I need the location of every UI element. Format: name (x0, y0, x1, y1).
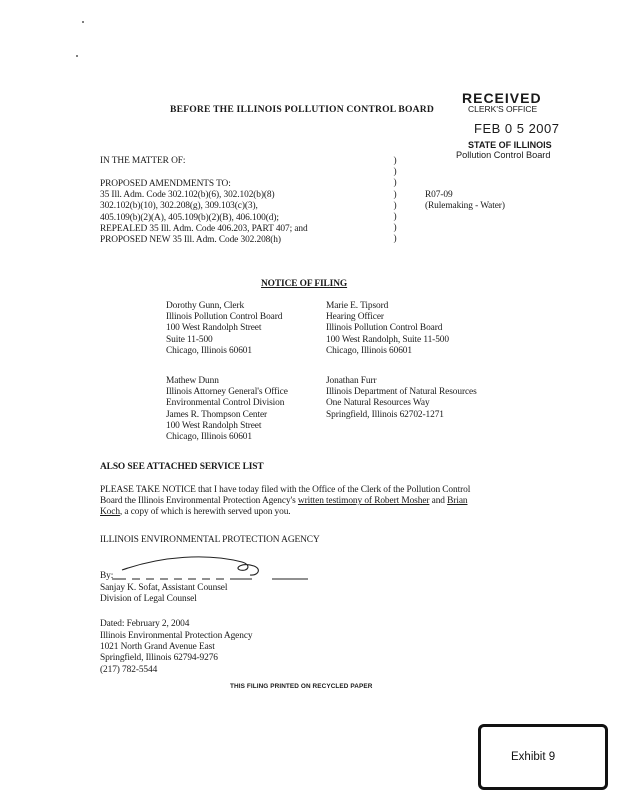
scan-speck (76, 55, 78, 57)
address-line: Jonathan Furr (326, 376, 377, 386)
address-line: Environmental Control Division (166, 398, 285, 409)
body-line-1: PLEASE TAKE NOTICE that I have today filed with the Office of the Clerk of the Pollution Control (100, 485, 471, 495)
address-line: Illinois Pollution Control Board (326, 323, 443, 334)
testimony-koch-link: Brian (447, 496, 468, 507)
address-line: Hearing Officer (326, 312, 384, 323)
signer-division: Division of Legal Counsel (100, 594, 197, 604)
address-line: Illinois Attorney General's Office (166, 387, 288, 398)
body-text: , a copy of which is herewith served upon you. (119, 507, 291, 518)
caption-line: 302.102(b)(10), 302.208(g), 309.103(c)(3), (100, 201, 258, 212)
body-text: Board the Illinois Environmental Protection Agency's (100, 496, 298, 507)
dated-line: Dated: February 2, 2004 (100, 619, 190, 629)
address-line: (217) 782-5544 (100, 664, 158, 675)
caption-line: PROPOSED AMENDMENTS TO: (100, 179, 231, 189)
recycled-paper-note: THIS FILING PRINTED ON RECYCLED PAPER (230, 683, 373, 690)
notice-title: NOTICE OF FILING (261, 279, 348, 289)
signature-scribble (112, 548, 312, 584)
address-line: 1021 North Grand Avenue East (100, 642, 215, 653)
address-line: 100 West Randolph Street (166, 323, 262, 334)
service-list-note: ALSO SEE ATTACHED SERVICE LIST (100, 462, 264, 472)
address-line: 100 West Randolph, Suite 11-500 (326, 334, 449, 345)
address-line: One Natural Resources Way (326, 398, 430, 409)
docket-number: R07-09 (425, 190, 453, 200)
address-line: Springfield, Illinois 62702-1271 (326, 409, 444, 420)
address-hearing-officer (326, 301, 449, 357)
caption-lines (100, 179, 308, 246)
address-line: Mathew Dunn (166, 376, 219, 386)
address-natural-resources (326, 376, 477, 421)
caption-line: 405.109(b)(2)(A), 405.109(b)(2)(B), 406.100(d); (100, 212, 279, 223)
signer-name: Sanjay K. Sofat, Assistant Counsel (100, 583, 228, 593)
address-line: Springfield, Illinois 62794-9276 (100, 653, 218, 664)
agency-address (100, 631, 252, 676)
body-line-3 (100, 507, 470, 518)
agency-name: ILLINOIS ENVIRONMENTAL PROTECTION AGENCY (100, 535, 320, 545)
matter-heading: IN THE MATTER OF: (100, 156, 186, 166)
address-line: Suite 11-500 (166, 334, 213, 345)
testimony-koch-link: Koch (100, 507, 120, 518)
address-line: Chicago, Illinois 60601 (166, 431, 252, 442)
body-line-2 (100, 496, 470, 507)
caption-line: 35 Ill. Adm. Code 302.102(b)(6), 302.102(b)(8) (100, 190, 275, 201)
notice-body (100, 485, 470, 519)
address-line: Illinois Pollution Control Board (166, 312, 283, 323)
caption-line: PROPOSED NEW 35 Ill. Adm. Code 302.208(h) (100, 234, 281, 245)
body-text: and (429, 496, 448, 507)
address-line: Chicago, Illinois 60601 (166, 345, 252, 356)
page-title: BEFORE THE ILLINOIS POLLUTION CONTROL BOARD (170, 104, 435, 115)
received-stamp-date: FEB 0 5 2007 (474, 121, 560, 136)
received-stamp-office: CLERK'S OFFICE (468, 104, 538, 114)
address-line: Illinois Environmental Protection Agency (100, 631, 253, 641)
address-line: 100 West Randolph Street (166, 420, 262, 431)
address-line: James R. Thompson Center (166, 409, 268, 420)
address-line: Illinois Department of Natural Resources (326, 387, 477, 398)
by-label: By: (100, 571, 114, 581)
testimony-mosher-link: written testimony of Robert Mosher (297, 496, 430, 507)
address-attorney-general (166, 376, 288, 443)
address-line: Dorothy Gunn, Clerk (166, 301, 245, 311)
caption-bracket: ) ) ) ) ) ) ) ) (393, 156, 397, 245)
caption-line: REPEALED 35 Ill. Adm. Code 406.203, PART 407; and (100, 223, 308, 234)
address-line: Chicago, Illinois 60601 (326, 345, 412, 356)
rulemaking-type: (Rulemaking - Water) (425, 201, 505, 211)
scan-speck (82, 21, 84, 23)
exhibit-box (478, 724, 608, 790)
received-stamp-title: RECEIVED (462, 90, 542, 106)
received-stamp-state: STATE OF ILLINOIS (468, 140, 552, 150)
address-line: Marie E. Tipsord (326, 301, 389, 311)
received-stamp-board: Pollution Control Board (456, 150, 551, 160)
exhibit-label: Exhibit 9 (511, 751, 556, 763)
address-clerk (166, 301, 282, 357)
